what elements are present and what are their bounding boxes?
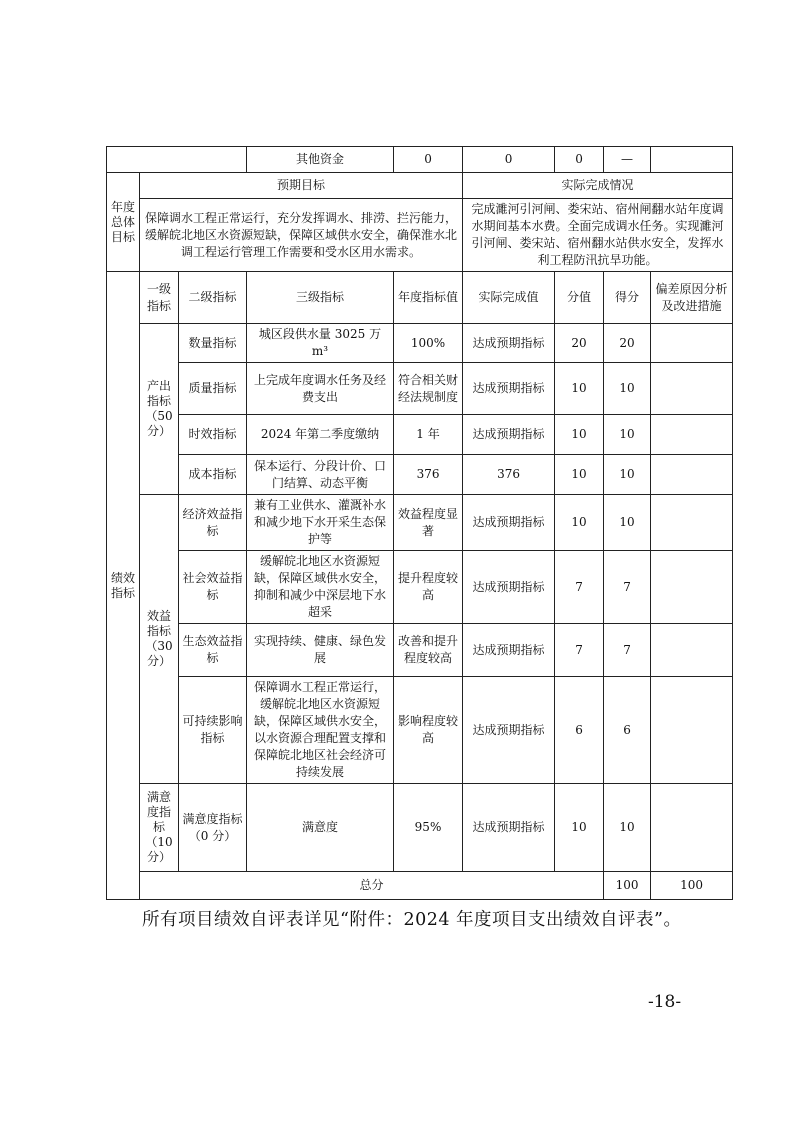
level3-cell: 保本运行、分段计价、口门结算、动态平衡 [247, 455, 394, 495]
got-cell: 10 [604, 455, 651, 495]
target-cell: 95% [394, 784, 463, 872]
actual-cell: 达成预期指标 [463, 495, 555, 551]
target-cell: 效益程度显著 [394, 495, 463, 551]
got-cell: 6 [604, 677, 651, 784]
level3-cell: 城区段供水量 3025 万 m³ [247, 324, 394, 363]
table-row [107, 455, 733, 495]
score-cell: 10 [555, 455, 604, 495]
header-level1: 一级指标 [140, 272, 179, 324]
level3-cell: 2024 年第二季度缴纳 [247, 415, 394, 455]
page-number: -18- [648, 992, 682, 1012]
annual-goal-label: 年度总体目标 [107, 173, 140, 272]
target-cell: 100% [394, 324, 463, 363]
header-target: 年度指标值 [394, 272, 463, 324]
level3-cell: 保障调水工程正常运行，缓解皖北地区水资源短缺，保障区域供水安全，以水资源合理配置支撑和保障皖北地区社会经济可持续发展 [247, 677, 394, 784]
reason-cell [651, 624, 733, 677]
score-cell: 10 [555, 415, 604, 455]
header-reason: 偏差原因分析及改进措施 [651, 272, 733, 324]
perf-header-row [107, 272, 733, 324]
target-cell: 376 [394, 455, 463, 495]
goal-header-row [107, 173, 733, 199]
score-cell: 6 [555, 677, 604, 784]
performance-table [106, 146, 733, 900]
score-cell: 10 [555, 495, 604, 551]
level2-cell: 可持续影响指标 [179, 677, 247, 784]
actual-cell: 达成预期指标 [463, 415, 555, 455]
funds-blank [107, 147, 247, 173]
benefit-indicator-label: 效益指标（30分） [140, 495, 179, 784]
table-row [107, 324, 733, 363]
score-cell: 7 [555, 551, 604, 624]
level2-cell: 质量指标 [179, 363, 247, 415]
perf-indicator-label: 绩效指标 [107, 272, 140, 900]
total-score: 100 [604, 872, 651, 900]
funds-cell-3: 0 [555, 147, 604, 173]
reason-cell [651, 551, 733, 624]
funds-cell-4: — [604, 147, 651, 173]
funds-cell-5 [651, 147, 733, 173]
level2-cell: 成本指标 [179, 455, 247, 495]
header-got: 得分 [604, 272, 651, 324]
reason-cell [651, 784, 733, 872]
reason-cell [651, 455, 733, 495]
actual-status-text: 完成濉河引河闸、娄宋站、宿州闸翻水站年度调水期间基本水费。全面完成调水任务。实现濉河引河闸、娄宋站、宿州翻水站供水安全，发挥水利工程防汛抗旱功能。 [463, 199, 733, 272]
actual-cell: 376 [463, 455, 555, 495]
output-indicator-label: 产出指标（50分） [140, 324, 179, 495]
got-cell: 20 [604, 324, 651, 363]
got-cell: 7 [604, 624, 651, 677]
footer-paragraph-block [106, 900, 732, 940]
table-row [107, 784, 733, 872]
score-cell: 7 [555, 624, 604, 677]
got-cell: 10 [604, 495, 651, 551]
table-row [107, 415, 733, 455]
got-cell: 10 [604, 415, 651, 455]
actual-cell: 达成预期指标 [463, 324, 555, 363]
level3-cell: 满意度 [247, 784, 394, 872]
reason-cell [651, 495, 733, 551]
table-row [107, 551, 733, 624]
actual-cell: 达成预期指标 [463, 363, 555, 415]
actual-cell: 达成预期指标 [463, 677, 555, 784]
target-cell: 影响程度较高 [394, 677, 463, 784]
table-row [107, 363, 733, 415]
total-label: 总分 [140, 872, 604, 900]
funds-row [107, 147, 733, 173]
header-actual: 实际完成值 [463, 272, 555, 324]
funds-label: 其他资金 [247, 147, 394, 173]
got-cell: 10 [604, 784, 651, 872]
funds-cell-1: 0 [394, 147, 463, 173]
total-row [107, 872, 733, 900]
header-level2: 二级指标 [179, 272, 247, 324]
header-score: 分值 [555, 272, 604, 324]
reason-cell [651, 415, 733, 455]
table-row [107, 495, 733, 551]
actual-cell: 达成预期指标 [463, 551, 555, 624]
goal-text-row [107, 199, 733, 272]
level3-cell: 缓解皖北地区水资源短缺，保障区域供水安全，抑制和减少中深层地下水超采 [247, 551, 394, 624]
level2-cell: 生态效益指标 [179, 624, 247, 677]
level2-cell: 数量指标 [179, 324, 247, 363]
level2-cell: 满意度指标（0 分） [179, 784, 247, 872]
planned-goal-text: 保障调水工程正常运行，充分发挥调水、排涝、拦污能力，缓解皖北地区水资源短缺，保障区域供水安全，确保淮水北调工程运行管理工作需要和受水区用水需求。 [140, 199, 463, 272]
target-cell: 符合相关财经法规制度 [394, 363, 463, 415]
level2-cell: 社会效益指标 [179, 551, 247, 624]
level2-cell: 经济效益指标 [179, 495, 247, 551]
funds-cell-2: 0 [463, 147, 555, 173]
header-level3: 三级指标 [247, 272, 394, 324]
level3-cell: 兼有工业供水、灌溉补水和减少地下水开采生态保护等 [247, 495, 394, 551]
score-cell: 20 [555, 324, 604, 363]
reason-cell [651, 324, 733, 363]
table-row [107, 677, 733, 784]
actual-cell: 达成预期指标 [463, 784, 555, 872]
level3-cell: 实现持续、健康、绿色发展 [247, 624, 394, 677]
score-cell: 10 [555, 363, 604, 415]
satisfaction-indicator-label: 满意度指标（10分） [140, 784, 179, 872]
target-cell: 提升程度较高 [394, 551, 463, 624]
got-cell: 10 [604, 363, 651, 415]
footer-paragraph: 所有项目绩效自评表详见“附件：2024 年度项目支出绩效自评表”。 [142, 910, 682, 930]
planned-goal-header: 预期目标 [140, 173, 463, 199]
actual-cell: 达成预期指标 [463, 624, 555, 677]
actual-status-header: 实际完成情况 [463, 173, 733, 199]
reason-cell [651, 677, 733, 784]
table-row [107, 624, 733, 677]
level2-cell: 时效指标 [179, 415, 247, 455]
total-got: 100 [651, 872, 733, 900]
reason-cell [651, 363, 733, 415]
score-cell: 10 [555, 784, 604, 872]
got-cell: 7 [604, 551, 651, 624]
target-cell: 1 年 [394, 415, 463, 455]
target-cell: 改善和提升程度较高 [394, 624, 463, 677]
level3-cell: 上完成年度调水任务及经费支出 [247, 363, 394, 415]
